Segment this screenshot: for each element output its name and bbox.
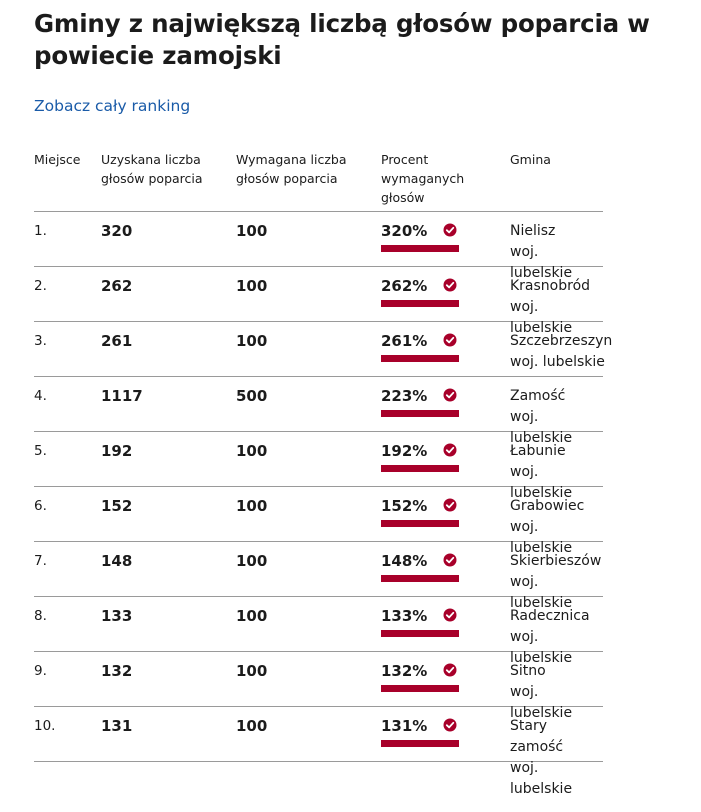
check-circle-icon [443, 223, 457, 237]
percent-cell [381, 496, 459, 516]
required-votes-cell: 100 [236, 662, 268, 680]
gmina-region: woj. lubelskie [510, 629, 573, 666]
percent-bar [381, 245, 459, 252]
rank-cell: 7. [34, 553, 47, 569]
percent-bar [381, 575, 459, 582]
required-votes-cell: 100 [236, 497, 268, 515]
check-circle-icon [443, 553, 457, 567]
percent-value: 262% [381, 277, 428, 295]
gmina-region: woj. lubelskie [510, 299, 573, 336]
check-circle-icon [443, 443, 457, 457]
table-row [34, 322, 613, 377]
header-gmina: Gmina [510, 152, 551, 167]
check-circle-icon [443, 498, 457, 512]
obtained-votes-cell: 320 [101, 222, 133, 240]
gmina-name: Nielisz [510, 223, 556, 239]
gmina-region: woj. lubelskie [510, 464, 573, 501]
percent-bar [381, 355, 459, 362]
obtained-votes-cell: 262 [101, 277, 133, 295]
rank-cell: 8. [34, 608, 47, 624]
obtained-votes-cell: 261 [101, 332, 133, 350]
percent-bar [381, 520, 459, 527]
percent-bar [381, 685, 459, 692]
percent-value: 192% [381, 442, 428, 460]
table-row [34, 212, 603, 281]
check-circle-icon [443, 333, 457, 347]
rank-cell: 6. [34, 498, 47, 514]
percent-cell [381, 386, 459, 406]
gmina-name: Sitno [510, 663, 546, 679]
table-row [34, 267, 603, 336]
gmina-name: Skierbieszów [510, 553, 602, 569]
rank-cell: 5. [34, 443, 47, 459]
gmina-region: woj. lubelskie [510, 354, 605, 370]
percent-value: 152% [381, 497, 428, 515]
percent-cell [381, 276, 459, 296]
check-circle-icon [443, 278, 457, 292]
obtained-votes-cell: 192 [101, 442, 133, 460]
check-circle-icon [443, 718, 457, 732]
obtained-votes-cell: 148 [101, 552, 133, 570]
percent-cell [381, 661, 459, 681]
gmina-region: woj. lubelskie [510, 574, 573, 611]
required-votes-cell: 100 [236, 717, 268, 735]
page-title: Gminy z największą liczbą głosów poparcia w powiecie zamojski [34, 9, 650, 70]
table-body [34, 212, 613, 797]
table-row [34, 487, 603, 556]
gmina-name: Łabunie [510, 443, 566, 459]
percent-cell [381, 221, 459, 241]
percent-bar [381, 465, 459, 472]
percent-value: 133% [381, 607, 428, 625]
percent-bar [381, 630, 459, 637]
percent-cell [381, 551, 459, 571]
obtained-votes-cell: 131 [101, 717, 133, 735]
full-ranking-link[interactable]: Zobacz cały ranking [34, 97, 191, 115]
obtained-votes-cell: 152 [101, 497, 133, 515]
required-votes-cell: 100 [236, 552, 268, 570]
percent-cell [381, 606, 459, 626]
gmina-name: Stary zamość [510, 718, 564, 755]
gmina-cell[interactable] [510, 716, 603, 800]
percent-bar [381, 410, 459, 417]
header-obtained: Uzyskana liczba głosów poparcia [101, 152, 203, 186]
table-row [34, 542, 603, 611]
percent-cell [381, 331, 459, 351]
rank-cell: 2. [34, 278, 47, 294]
required-votes-cell: 100 [236, 442, 268, 460]
gmina-region: woj. lubelskie [510, 409, 573, 446]
table-row [34, 432, 603, 501]
percent-value: 148% [381, 552, 428, 570]
rank-cell: 1. [34, 223, 47, 239]
required-votes-cell: 100 [236, 277, 268, 295]
gmina-region: woj. lubelskie [510, 519, 573, 556]
table-header [34, 150, 603, 212]
table-row [34, 377, 603, 446]
header-required: Wymagana liczba głosów poparcia [236, 152, 347, 186]
gmina-region: woj. lubelskie [510, 684, 573, 721]
gmina-name: Grabowiec [510, 498, 585, 514]
required-votes-cell: 100 [236, 607, 268, 625]
check-circle-icon [443, 388, 457, 402]
percent-value: 132% [381, 662, 428, 680]
obtained-votes-cell: 132 [101, 662, 133, 680]
percent-cell [381, 716, 459, 736]
gmina-region: woj. lubelskie [510, 244, 573, 281]
rank-cell: 3. [34, 333, 47, 349]
check-circle-icon [443, 608, 457, 622]
gmina-name: Krasnobród [510, 278, 591, 294]
gmina-region: woj. lubelskie [510, 760, 573, 797]
obtained-votes-cell: 1117 [101, 387, 143, 405]
table-row [34, 707, 603, 797]
percent-cell [381, 441, 459, 461]
table-row [34, 597, 603, 666]
percent-bar [381, 740, 459, 747]
table-row [34, 652, 603, 721]
percent-value: 131% [381, 717, 428, 735]
required-votes-cell: 500 [236, 387, 268, 405]
ranking-table [34, 150, 613, 797]
gmina-cell[interactable] [510, 331, 612, 373]
required-votes-cell: 100 [236, 222, 268, 240]
gmina-name: Radecznica [510, 608, 590, 624]
header-place: Miejsce [34, 152, 81, 167]
required-votes-cell: 100 [236, 332, 268, 350]
gmina-name: Szczebrzeszyn [510, 333, 613, 349]
rank-cell: 9. [34, 663, 47, 679]
rank-cell: 10. [34, 718, 56, 734]
check-circle-icon [443, 663, 457, 677]
rank-cell: 4. [34, 388, 47, 404]
obtained-votes-cell: 133 [101, 607, 133, 625]
percent-value: 320% [381, 222, 428, 240]
gmina-name: Zamość [510, 388, 566, 404]
percent-value: 223% [381, 387, 428, 405]
percent-bar [381, 300, 459, 307]
header-percent: Procent wymaganych głosów [381, 152, 465, 205]
percent-value: 261% [381, 332, 428, 350]
